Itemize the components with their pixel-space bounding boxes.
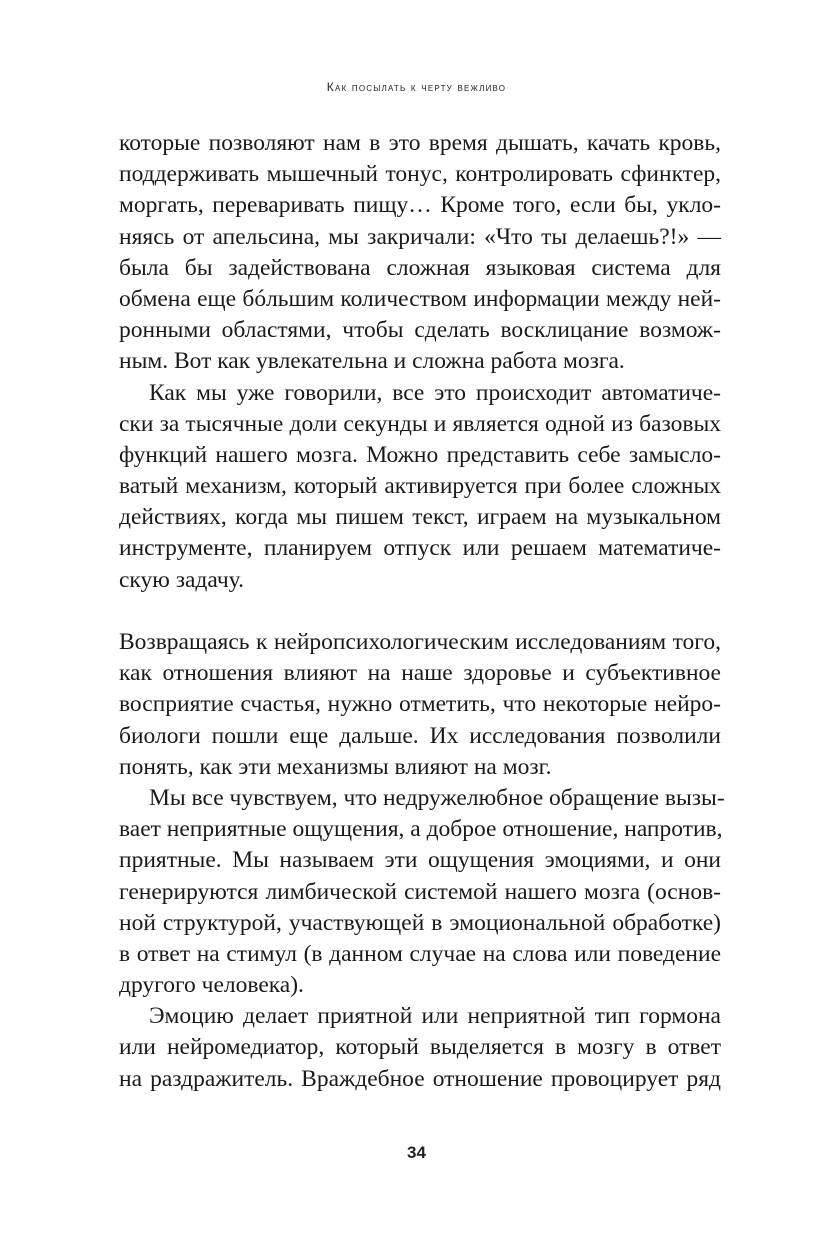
text-line: на раздражитель. Враждебное отношение провоцирует ряд [119, 1065, 721, 1092]
text-line: ватый механизм, который активируется при более сложных [119, 473, 721, 500]
text-line: восприятие счастья, нужно отметить, что некоторые нейро- [119, 691, 721, 718]
body-text [119, 128, 725, 1095]
text-line: как отношения влияют на наше здоровье и субъективное [119, 660, 721, 687]
text-line: Как мы уже говорили, все это происходит автоматиче- [149, 379, 721, 406]
text-line: или нейромедиатор, который выделяется в мозгу в ответ [119, 1034, 721, 1061]
text-line: другого человека). [119, 972, 304, 999]
text-line: скую задачу. [119, 566, 244, 593]
text-line: Мы все чувствуем, что недружелюбное обращение вызы- [149, 784, 725, 811]
text-line: действиях, когда мы пишем текст, играем на музыкальном [119, 504, 721, 531]
text-line: биологи пошли еще дальше. Их исследования позволили [119, 722, 721, 749]
text-line: генерируются лимбической системой нашего мозга (основ- [119, 878, 721, 905]
text-line: инструменте, планируем отпуск или решаем математиче- [119, 535, 721, 562]
text-line: в ответ на стимул (в данном случае на слова или поведение [119, 940, 721, 967]
text-line: обмена еще бóльшим количеством информации между ней- [119, 285, 721, 312]
text-line: моргать, переваривать пищу… Кроме того, если бы, укло- [119, 192, 721, 219]
text-line: функций нашего мозга. Можно представить себе замысло- [119, 441, 721, 468]
running-head: Как посылать к черту вежливо [326, 80, 507, 94]
paragraph [119, 1001, 721, 1095]
text-line: ски за тысячные доли секунды и является одной из базовых [119, 410, 721, 437]
text-line: ронными областями, чтобы сделать восклицание возмож- [119, 317, 721, 344]
text-line: Возвращаясь к нейропсихологическим исследованиям того, [119, 629, 721, 655]
paragraph [119, 378, 721, 596]
text-line: ным. Вот как увлекательна и сложна работа мозга. [119, 348, 625, 375]
text-line: ной структурой, участвующей в эмоциональной обработке) [119, 909, 721, 936]
text-line: вает неприятные ощущения, а доброе отношение, напротив, [119, 816, 723, 843]
paragraph [119, 783, 725, 1001]
text-line: которые позволяют нам в это время дышать, качать кровь, [119, 130, 721, 156]
text-line: приятные. Мы называем эти ощущения эмоциями, и они [119, 847, 721, 874]
page-number: 34 [407, 1143, 426, 1162]
text-line: няясь от апельсина, мы закричали: «Что ты делаешь?!» — [119, 223, 721, 250]
section-break [119, 596, 721, 627]
text-line: Эмоцию делает приятной или неприятной тип гормона [149, 1003, 721, 1030]
text-line: поддерживать мышечный тонус, контролировать сфинктер, [119, 161, 721, 188]
text-line: была бы задействована сложная языковая система для [119, 254, 721, 281]
paragraph [119, 128, 721, 378]
paragraph [119, 627, 721, 783]
text-line: понять, как эти механизмы влияют на мозг. [119, 753, 552, 780]
